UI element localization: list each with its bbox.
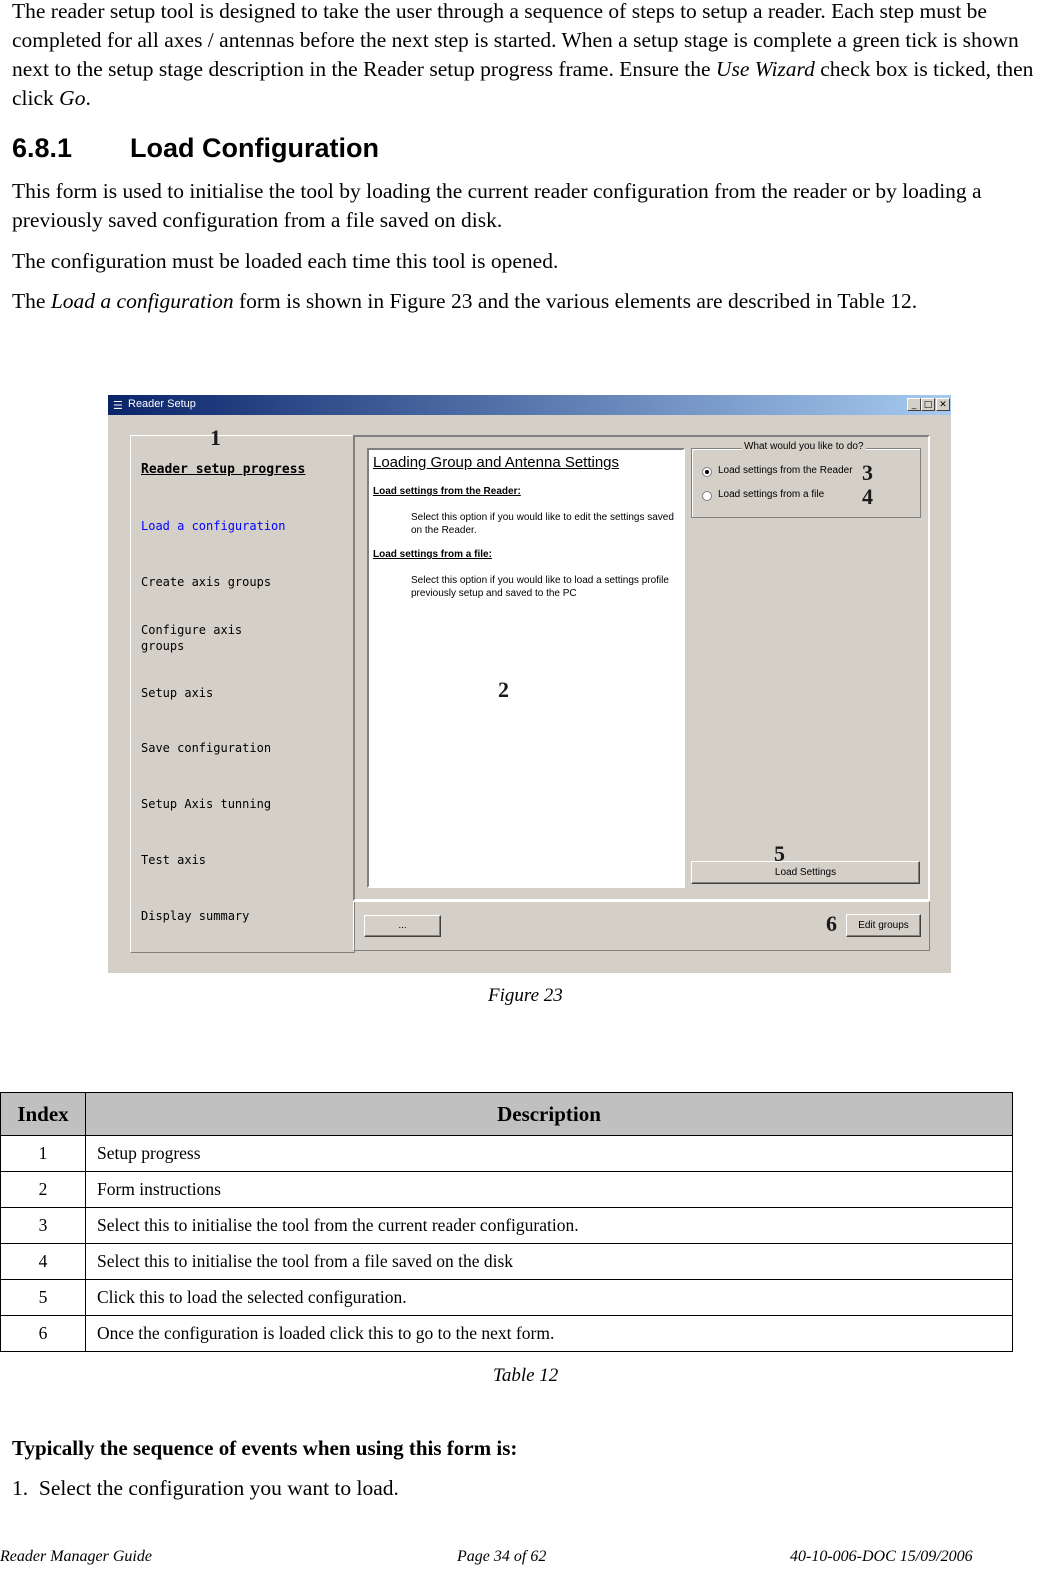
row-description: Select this to initialise the tool from the current reader configuration. [86,1208,1013,1244]
form-name-term: Load a configuration [50,289,234,313]
row-description: Click this to load the selected configuration. [86,1280,1013,1316]
instructions-box [367,448,685,888]
callout-3: 3 [862,460,873,485]
callout-6: 6 [826,911,837,936]
description-table [0,1092,1013,1352]
step-configure-axis[interactable]: Configure axis [141,623,243,637]
para-description: This form is used to initialise the tool by loading the current reader configuration from the reader or by loading a previously saved configuration from a file saved on disk. [12,179,982,232]
instructions-subheading-file: Load settings from a file: [373,549,492,560]
intro-text: The reader setup tool is designed to take the user through a sequence of steps to setup a reader. Each step must be completed for all axes / antennas before the next step is started. When a setup stage is complete a green tick is shown next to the setup stage description in the Reader setup progress frame. Ensure the [12,0,1019,81]
instructions-subheading-reader: Load settings from the Reader: [373,486,521,497]
form-panel [353,435,930,901]
table-row [1,1172,1013,1208]
radio-label-reader[interactable]: Load settings from the Reader [718,465,853,476]
step-save-configuration[interactable]: Save configuration [141,741,272,755]
table-row [1,1136,1013,1172]
callout-5: 5 [774,841,785,866]
instructions-desc-reader: Select this option if you would like to edit the settings saved on the Reader. [411,512,674,536]
step-display-summary[interactable]: Display summary [141,909,250,923]
list-item-number: 1. [12,1476,29,1500]
row-description: Once the configuration is loaded click this to go to the next form. [86,1316,1013,1352]
section-title: Load Configuration [130,133,379,163]
close-icon[interactable]: ✕ [936,398,950,411]
figure-caption: Figure 23 [488,985,563,1006]
minimize-icon[interactable]: _ [907,398,921,411]
bottom-button-panel [353,901,930,951]
callout-2: 2 [498,677,509,702]
section-heading [12,133,379,164]
header-index: Index [1,1093,86,1136]
intro-text-3: . [85,86,91,110]
use-wizard-term: Use Wizard [715,57,815,81]
reader-setup-window [108,395,951,973]
list-item [12,1476,399,1501]
edit-groups-button[interactable]: Edit groups [846,914,921,937]
progress-title: Reader setup progress [141,462,306,477]
setup-progress-panel [130,435,355,953]
para-form-reference [12,287,1052,316]
row-description: Select this to initialise the tool from a file saved on the disk [86,1244,1013,1280]
row-index: 5 [1,1280,86,1316]
row-index: 6 [1,1316,86,1352]
list-item-text: Select the configuration you want to load. [38,1476,399,1500]
radio-label-file[interactable]: Load settings from a file [718,489,825,500]
what-to-do-groupbox [691,441,921,518]
radio-selected-dot [705,470,709,474]
footer-page-number: Page 34 of 62 [457,1548,547,1565]
para-load-each-time: The configuration must be loaded each time this tool is opened. [12,249,559,273]
footer-doc-id: 40-10-006-DOC 15/09/2006 [790,1548,973,1565]
header-description: Description [86,1093,1013,1136]
step-test-axis[interactable]: Test axis [141,853,207,867]
footer-doc-title: Reader Manager Guide [0,1548,152,1565]
go-term: Go [59,86,86,110]
list-icon: ☰ [113,399,123,412]
window-titlebar [108,395,951,415]
row-index: 2 [1,1172,86,1208]
section-number: 6.8.1 [12,133,73,163]
step-setup-axis[interactable]: Setup axis [141,686,214,700]
intro-text-2: check box is ticked, then click [12,57,1034,110]
table-row [1,1244,1013,1280]
table-header-row [1,1093,1013,1136]
maximize-icon[interactable]: □ [921,398,935,411]
window-title: Reader Setup [128,398,196,410]
instructions-desc-file: Select this option if you would like to load a settings profile previously setup and saved to the PC [411,575,669,599]
radio-load-from-reader[interactable] [702,467,712,477]
table-caption: Table 12 [493,1365,559,1386]
intro-paragraph [12,0,1052,113]
step-load-configuration[interactable]: Load a configuration [141,519,286,533]
row-index: 3 [1,1208,86,1244]
row-index: 4 [1,1244,86,1280]
callout-1: 1 [210,425,221,450]
para3-text-2: form is shown in Figure 23 and the various elements are described in Table 12. [233,289,918,313]
ellipsis-button[interactable]: ... [364,915,441,937]
table-row [1,1208,1013,1244]
callout-4: 4 [862,484,873,509]
step-configure-axis-groups[interactable]: groups [141,639,185,653]
row-description: Form instructions [86,1172,1013,1208]
step-create-axis-groups[interactable]: Create axis groups [141,575,272,589]
table-row [1,1316,1013,1352]
step-setup-axis-tunning[interactable]: Setup Axis tunning [141,797,272,811]
para3-text: The [12,289,51,313]
table-row [1,1280,1013,1316]
load-settings-button[interactable]: Load Settings [691,861,920,884]
radio-load-from-file[interactable] [702,491,712,501]
groupbox-legend: What would you like to do? [744,441,864,452]
instructions-title: Loading Group and Antenna Settings [373,454,620,471]
sequence-heading: Typically the sequence of events when using this form is: [12,1436,518,1460]
row-description: Setup progress [86,1136,1013,1172]
row-index: 1 [1,1136,86,1172]
